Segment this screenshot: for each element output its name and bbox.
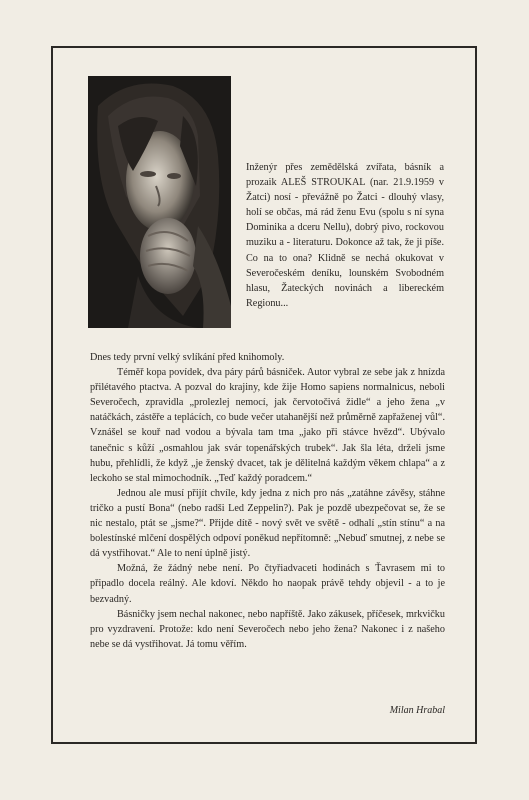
foreword-text <box>90 350 445 652</box>
author-bio <box>246 160 444 311</box>
paragraph-3: Jednou ale musí přijít chvíle, kdy jedna z nich pro nás „zatáhne závěsy, stáhne tričko a pustí Bona“ (nebo radši Led Zeppelin?). Pak je pozdě ubezpečovat se, že se nic nestalo, ptát se „jsme?“. Přijde dítě - nový svět ve světě - odhalí „stín stínu“ a na bolestínské mlčení dospělých odpoví poněkud nepřítomně: „Nebuď smutnej, z nebe se dá vystřihovat.“ Ale to není úplně jistý. <box>90 487 445 560</box>
paragraph-4: Možná, že žádný nebe není. Po čtyřiadvaceti hodinách s Ťavrasem mi to připadlo docela reálný. Ale kdoví. Někdo ho naopak právě tehdy objevil - a to je bezvadný. <box>90 563 445 605</box>
author-bio-text: Inženýr přes zemědělská zvířata, básník a prozaik ALEŠ STROUKAL (nar. 21.9.1959 v Žatci) nosí - převážně po Žatci - dlouhý vlasy, holí se občas, má rád ženu Evu (spolu s ní syna Dominika a dceru Nellu), dobrý pivo, rockovou muziku a - literaturu. Dokonce až tak, že ji píše. Co na to ona? Klidně se nechá okukovat v Severočeském deníku, lounském Svobodném hlasu, Žateckých novinách a libereckém Regionu... <box>246 162 444 309</box>
paragraph-5: Básničky jsem nechal nakonec, nebo napříště. Jako zákusek, příčesek, mrkvičku pro vyzdravení. Protože: kdo není Severočech nebo jeho žena? Nakonec i z našeho nebe se dá vystřihovat. Já tomu věřím. <box>90 608 445 650</box>
paragraph-2: Téměř kopa povídek, dva páry párů básniček. Autor vybral ze sebe jak z hnízda přilétavého ptactva. A pozval do krajiny, kde žije Homo sapiens normalnicus, neboli Severočech, zpravidla „prolezlej nemocí, jak červotočivá židle“ a jeho žena „v natáčkách, zástěře a teplácích, co bude večer utahanější než průměrně zapřaženej vůl“. Vznášel se kouř nad vodou a bývala tam tma „jako při stávce hvězd“. Ubývalo tanečnic s kůží „osmahlou jak svár topenářských trubek“. Jak šla léta, drželi jsme hubu, přehlídli, že když „je ženský dvacet, tak je dělitelná každým věkem chlapa“ a z leckoho se stal mimochodník. „Teď každý poradcem.“ <box>90 367 445 484</box>
paragraph-1: Dnes tedy první velký svlíkání před knihomoly. <box>90 352 285 363</box>
author-portrait-photo <box>88 76 231 328</box>
author-signature: Milan Hrabal <box>389 705 445 716</box>
